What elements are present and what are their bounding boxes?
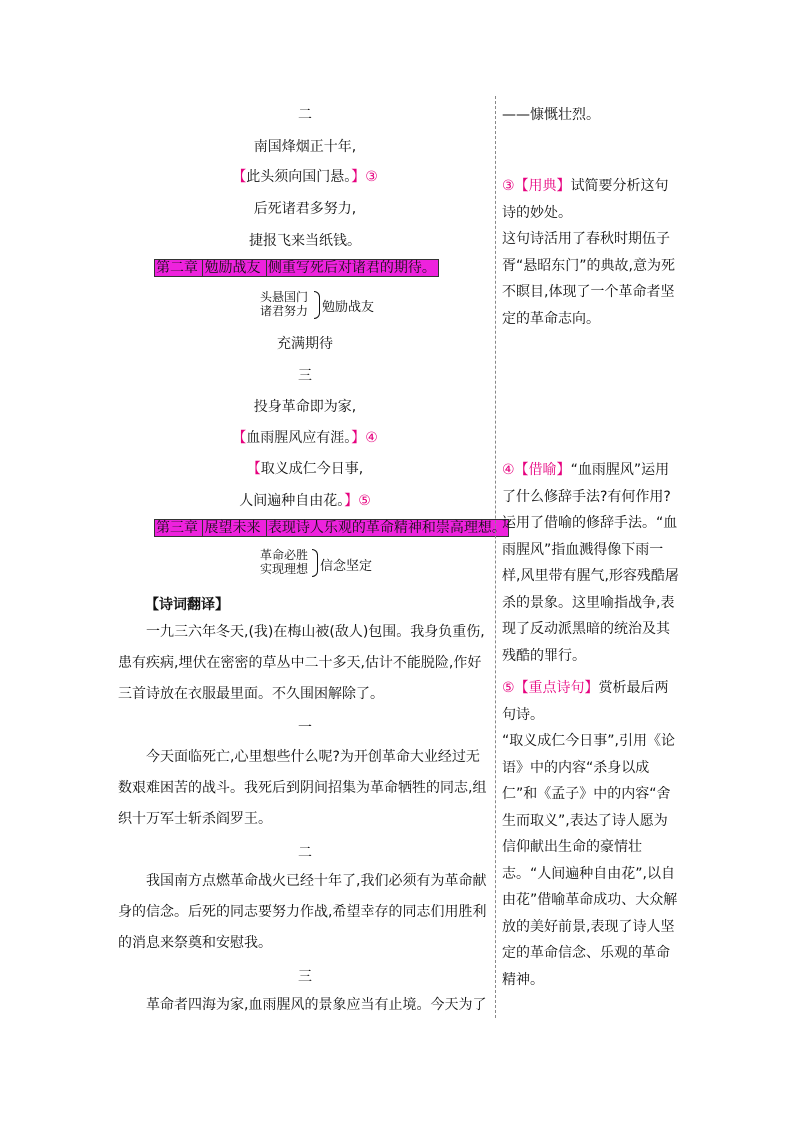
note-5-answer: “取义成仁今日事”,引用《论语》中的内容“杀身以成仁”和《孟子》中的内容“舍生而取义”,表达了诗人愿为信仰献出生命的豪情壮志。“人间遍种自由花”,以自由花”借喻革命成功、大众解放的美好前景,表现了诗人坚定的革命信念、乐观的革命精神。	[502, 733, 678, 988]
column-divider	[495, 96, 496, 1018]
poem-line: 后死诸君多努力,	[253, 201, 357, 217]
section-3-number: 三	[298, 368, 312, 384]
side-top-text: ——慷慨壮烈。	[502, 107, 600, 123]
summary-part2: 勉励战友	[204, 260, 261, 276]
note-item: 头悬国门	[260, 290, 309, 304]
note-5-mark: ⑤【重点诗句】	[502, 680, 599, 696]
poem-line: 投身革命即为家,	[253, 399, 357, 415]
poem-line: 南国烽烟正十年,	[253, 139, 357, 155]
chapter-3-note-items	[260, 548, 308, 576]
chapter-2-note-items	[260, 290, 308, 318]
poem-line-annotated: 【血雨腥风应有涯。】④	[232, 430, 378, 446]
translation-intro: 一九三六年冬天,(我)在梅山被(敌人)包围。我身负重伤,患有疾病,埋伏在密密的草丛中二十多天,估计不能脱险,作好三首诗放在衣服最里面。不久围困解除了。	[118, 624, 485, 702]
note-result: 信念坚定	[320, 559, 373, 574]
note-3	[502, 173, 680, 332]
summary-part1: 第二章	[156, 260, 198, 276]
summary-part2: 展望未来	[204, 520, 261, 536]
note-item: 实现理想	[260, 562, 309, 576]
note-result-2: 充满期待	[277, 336, 333, 352]
note-item: 诸君努力	[260, 304, 309, 318]
note-4-answer: 运用了借喻的修辞手法。“血雨腥风”指血溅得像下雨一样,风里带有腥气,形容残酷屠杀的景象。这里喻指战争,表现了反动派黑暗的统治及其残酷的罪行。	[502, 515, 679, 664]
summary-highlight	[154, 259, 439, 277]
translation-num-2: 二	[298, 845, 312, 861]
poem-line: 捷报飞来当纸钱。	[249, 233, 361, 249]
note-result: 勉励战友	[322, 300, 375, 315]
note-4-question: “血雨腥风”运用了什么修辞手法?有何作用?	[502, 462, 671, 505]
section-2-number: 二	[298, 107, 312, 123]
chapter-2-summary	[154, 259, 439, 277]
translation-heading: 【诗词翻译】	[145, 597, 229, 613]
poem-line-annotated: 人间遍种自由花。】⑤	[239, 493, 371, 509]
summary-highlight	[154, 519, 509, 537]
note-4-mark: ④【借喻】	[502, 462, 571, 478]
poem-line-annotated	[160, 166, 450, 186]
note-4	[502, 457, 680, 669]
brace-icon	[314, 291, 320, 319]
note-3-mark: ③【用典】	[502, 178, 571, 194]
translation-paragraph-3: 革命者四海为家,血雨腥风的景象应当有止境。今天为了	[146, 997, 487, 1013]
note-5	[502, 675, 680, 993]
summary-part3: 表现诗人乐观的革命精神和崇高理想。	[267, 520, 506, 536]
note-5-question: 赏析最后两句诗。	[502, 680, 669, 723]
translation-paragraph-2: 我国南方点燃革命战火已经十年了,我们必须有为革命献身的信念。后死的同志要努力作战,希望幸存的同志们用胜利的消息来祭奠和安慰我。	[118, 873, 487, 951]
summary-part1: 第三章	[156, 520, 198, 536]
note-3-answer: 这句诗活用了春秋时期伍子胥“悬昭东门”的典故,意为死不瞑目,体现了一个革命者坚定的革命志向。	[502, 231, 675, 327]
brace-icon	[312, 549, 318, 577]
note-item: 革命必胜	[260, 548, 309, 562]
translation-num-3: 三	[298, 969, 312, 985]
note-3-question: 试简要分析这句诗的妙处。	[502, 178, 669, 221]
translation-num-1: 一	[298, 720, 312, 736]
poem-line-annotated: 【取义成仁今日事,	[246, 461, 364, 477]
summary-part3: 侧重写死后对诸君的期待。	[267, 260, 436, 276]
chapter-3-summary	[154, 519, 509, 537]
translation-paragraph-1: 今天面临死亡,心里想些什么呢?为开创革命大业经过无数艰难困苦的战斗。我死后到阴间招集为革命牺牲的同志,组织十万军士斩杀阎罗王。	[118, 749, 487, 827]
annotated-text: 【此头须向国门悬。】③	[232, 169, 378, 185]
